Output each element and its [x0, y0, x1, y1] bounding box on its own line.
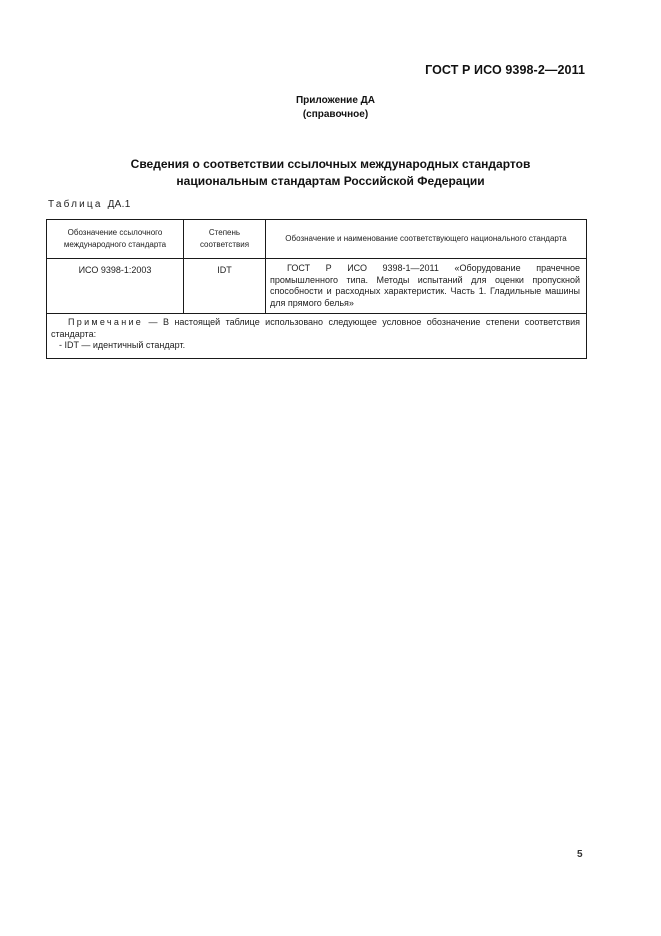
- section-title-line-1: Сведения о соответствии ссылочных международных стандартов: [130, 157, 531, 171]
- table-row: [47, 259, 587, 314]
- section-title-line-2: национальным стандартам Российской Федерации: [176, 174, 485, 188]
- cell-international-standard: ИСО 9398-1:2003: [47, 259, 184, 314]
- correspondence-table: [46, 219, 587, 359]
- note-label: Примечание: [68, 317, 144, 328]
- cell-national-standard: ГОСТ Р ИСО 9398-1—2011 «Оборудование прачечное промышленного типа. Методы испытаний для оценки пропускной способности и расходных характеристик. Часть 1. Гладильные машины для прямого белья»: [266, 259, 587, 314]
- note-item: - IDT — идентичный стандарт.: [59, 340, 186, 351]
- note-text-block: [51, 317, 580, 340]
- column-header-degree: Степень соответствия: [184, 220, 266, 259]
- appendix-heading: [0, 94, 661, 122]
- appendix-subtitle: (справочное): [302, 109, 369, 120]
- document-code: ГОСТ Р ИСО 9398-2—2011: [425, 63, 585, 77]
- table-caption-number: ДА.1: [107, 199, 131, 210]
- table-note: [47, 314, 587, 359]
- cell-degree: IDT: [184, 259, 266, 314]
- section-title: [0, 156, 661, 190]
- table-caption: [48, 199, 131, 210]
- table-note-row: [47, 314, 587, 359]
- table-caption-word: Таблица: [48, 199, 103, 210]
- column-header-international: Обозначение ссылочного международного стандарта: [47, 220, 184, 259]
- appendix-title: Приложение ДА: [295, 95, 376, 106]
- note-text: — В настоящей таблице использовано следующее условное обозначение степени соответствия стандарта:: [51, 317, 580, 339]
- table-header-row: [47, 220, 587, 259]
- page-number: 5: [577, 849, 583, 860]
- column-header-national: Обозначение и наименование соответствующего национального стандарта: [266, 220, 587, 259]
